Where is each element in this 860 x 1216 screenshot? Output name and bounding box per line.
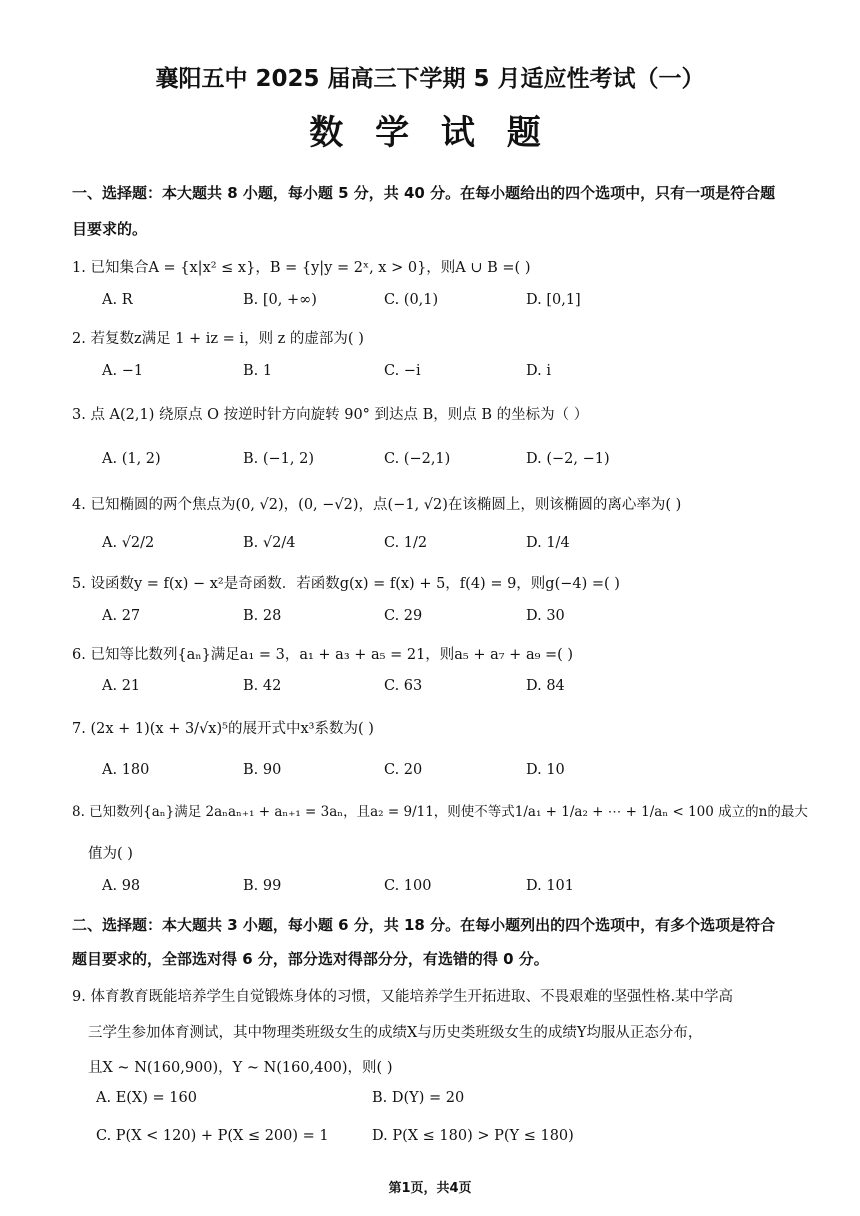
question-8-stem: 8. 已知数列{aₙ}满足 2aₙaₙ₊₁ + aₙ₊₁ = 3aₙ，且a₂ = 9/11，则使不等式1/a₁ + 1/a₂ + ⋯ + 1/aₙ < 100 成立的n的最大	[72, 804, 808, 820]
question-4-stem: 4. 已知椭圆的两个焦点为(0, √2)，(0, −√2)，点(−1, √2)在该椭圆上，则该椭圆的离心率为( )	[72, 497, 682, 513]
section1-heading-line2: 目要求的。	[72, 220, 148, 238]
question-3-option-d: D. (−2, −1)	[526, 451, 610, 467]
question-1-option-a: A. R	[102, 292, 133, 308]
question-5-option-c: C. 29	[384, 608, 423, 624]
question-8-option-d: D. 101	[526, 878, 575, 894]
question-2-option-a: A. −1	[102, 363, 144, 379]
subject-title: 数 学 试 题	[309, 113, 551, 153]
question-6-option-c: C. 63	[384, 678, 423, 694]
question-8-option-c: C. 100	[384, 878, 432, 894]
question-1-stem: 1. 已知集合A = {x|x² ≤ x}，B = {y|y = 2ˣ, x > 0}，则A ∪ B =( )	[72, 260, 531, 276]
question-5-option-d: D. 30	[526, 608, 565, 624]
question-1-option-c: C. (0,1)	[384, 292, 439, 308]
question-1-option-d: D. [0,1]	[526, 292, 581, 308]
question-9-line3: 且X ~ N(160,900)，Y ~ N(160,400)，则( )	[88, 1060, 393, 1076]
question-4-option-a: A. √2/2	[102, 535, 155, 551]
section2-heading-line1: 二、选择题：本大题共 3 小题，每小题 6 分，共 18 分。在每小题列出的四个选项中，有多个选项是符合	[72, 916, 776, 934]
question-2-option-b: B. 1	[243, 363, 273, 379]
question-7-option-d: D. 10	[526, 762, 565, 778]
question-4-option-d: D. 1/4	[526, 535, 570, 551]
section1-heading-line1: 一、选择题：本大题共 8 小题，每小题 5 分，共 40 分。在每小题给出的四个选项中，只有一项是符合题	[72, 184, 776, 202]
question-3-option-a: A. (1, 2)	[102, 451, 161, 467]
question-7-option-b: B. 90	[243, 762, 282, 778]
question-6-option-d: D. 84	[526, 678, 565, 694]
question-3-stem: 3. 点 A(2,1) 绕原点 O 按逆时针方向旋转 90° 到达点 B，则点 B 的坐标为（ ）	[72, 407, 589, 423]
question-7-stem: 7. (2x + 1)(x + 3/√x)⁵的展开式中x³系数为( )	[72, 721, 374, 737]
question-8-option-a: A. 98	[102, 878, 141, 894]
question-9-line2: 三学生参加体育测试，其中物理类班级女生的成绩X与历史类班级女生的成绩Y均服从正态分布，	[88, 1025, 703, 1041]
question-6-option-a: A. 21	[102, 678, 141, 694]
question-9-option-b: B. D(Y) = 20	[372, 1090, 465, 1106]
question-4-option-b: B. √2/4	[243, 535, 296, 551]
question-1-option-b: B. [0, +∞)	[243, 292, 317, 308]
question-8-stem-cont: 值为( )	[88, 846, 133, 862]
page-footer: 第1页，共4页	[388, 1181, 472, 1196]
question-3-option-b: B. (−1, 2)	[243, 451, 315, 467]
exam-title: 襄阳五中 2025 届高三下学期 5 月适应性考试（一）	[155, 66, 705, 92]
question-3-option-c: C. (−2,1)	[384, 451, 451, 467]
question-8-option-b: B. 99	[243, 878, 282, 894]
question-7-option-a: A. 180	[102, 762, 150, 778]
question-7-option-c: C. 20	[384, 762, 423, 778]
question-2-stem: 2. 若复数z满足 1 + iz = i，则 z 的虚部为( )	[72, 331, 364, 347]
question-9-option-d: D. P(X ≤ 180) > P(Y ≤ 180)	[372, 1128, 574, 1144]
question-6-option-b: B. 42	[243, 678, 282, 694]
question-5-stem: 5. 设函数y = f(x) − x²是奇函数．若函数g(x) = f(x) + 5，f(4) = 9，则g(−4) =( )	[72, 576, 620, 592]
question-4-option-c: C. 1/2	[384, 535, 428, 551]
question-9-line1: 9. 体育教育既能培养学生自觉锻炼身体的习惯，又能培养学生开拓进取、不畏艰难的坚强性格.某中学高	[72, 989, 734, 1005]
question-2-option-c: C. −i	[384, 363, 421, 379]
question-6-stem: 6. 已知等比数列{aₙ}满足a₁ = 3，a₁ + a₃ + a₅ = 21，则a₅ + a₇ + a₉ =( )	[72, 647, 574, 663]
question-5-option-a: A. 27	[102, 608, 141, 624]
section2-heading-line2: 题目要求的，全部选对得 6 分，部分选对得部分分，有选错的得 0 分。	[72, 950, 549, 968]
question-2-option-d: D. i	[526, 363, 551, 379]
question-5-option-b: B. 28	[243, 608, 282, 624]
question-9-option-c: C. P(X < 120) + P(X ≤ 200) = 1	[96, 1128, 329, 1144]
question-9-option-a: A. E(X) = 160	[96, 1090, 197, 1106]
